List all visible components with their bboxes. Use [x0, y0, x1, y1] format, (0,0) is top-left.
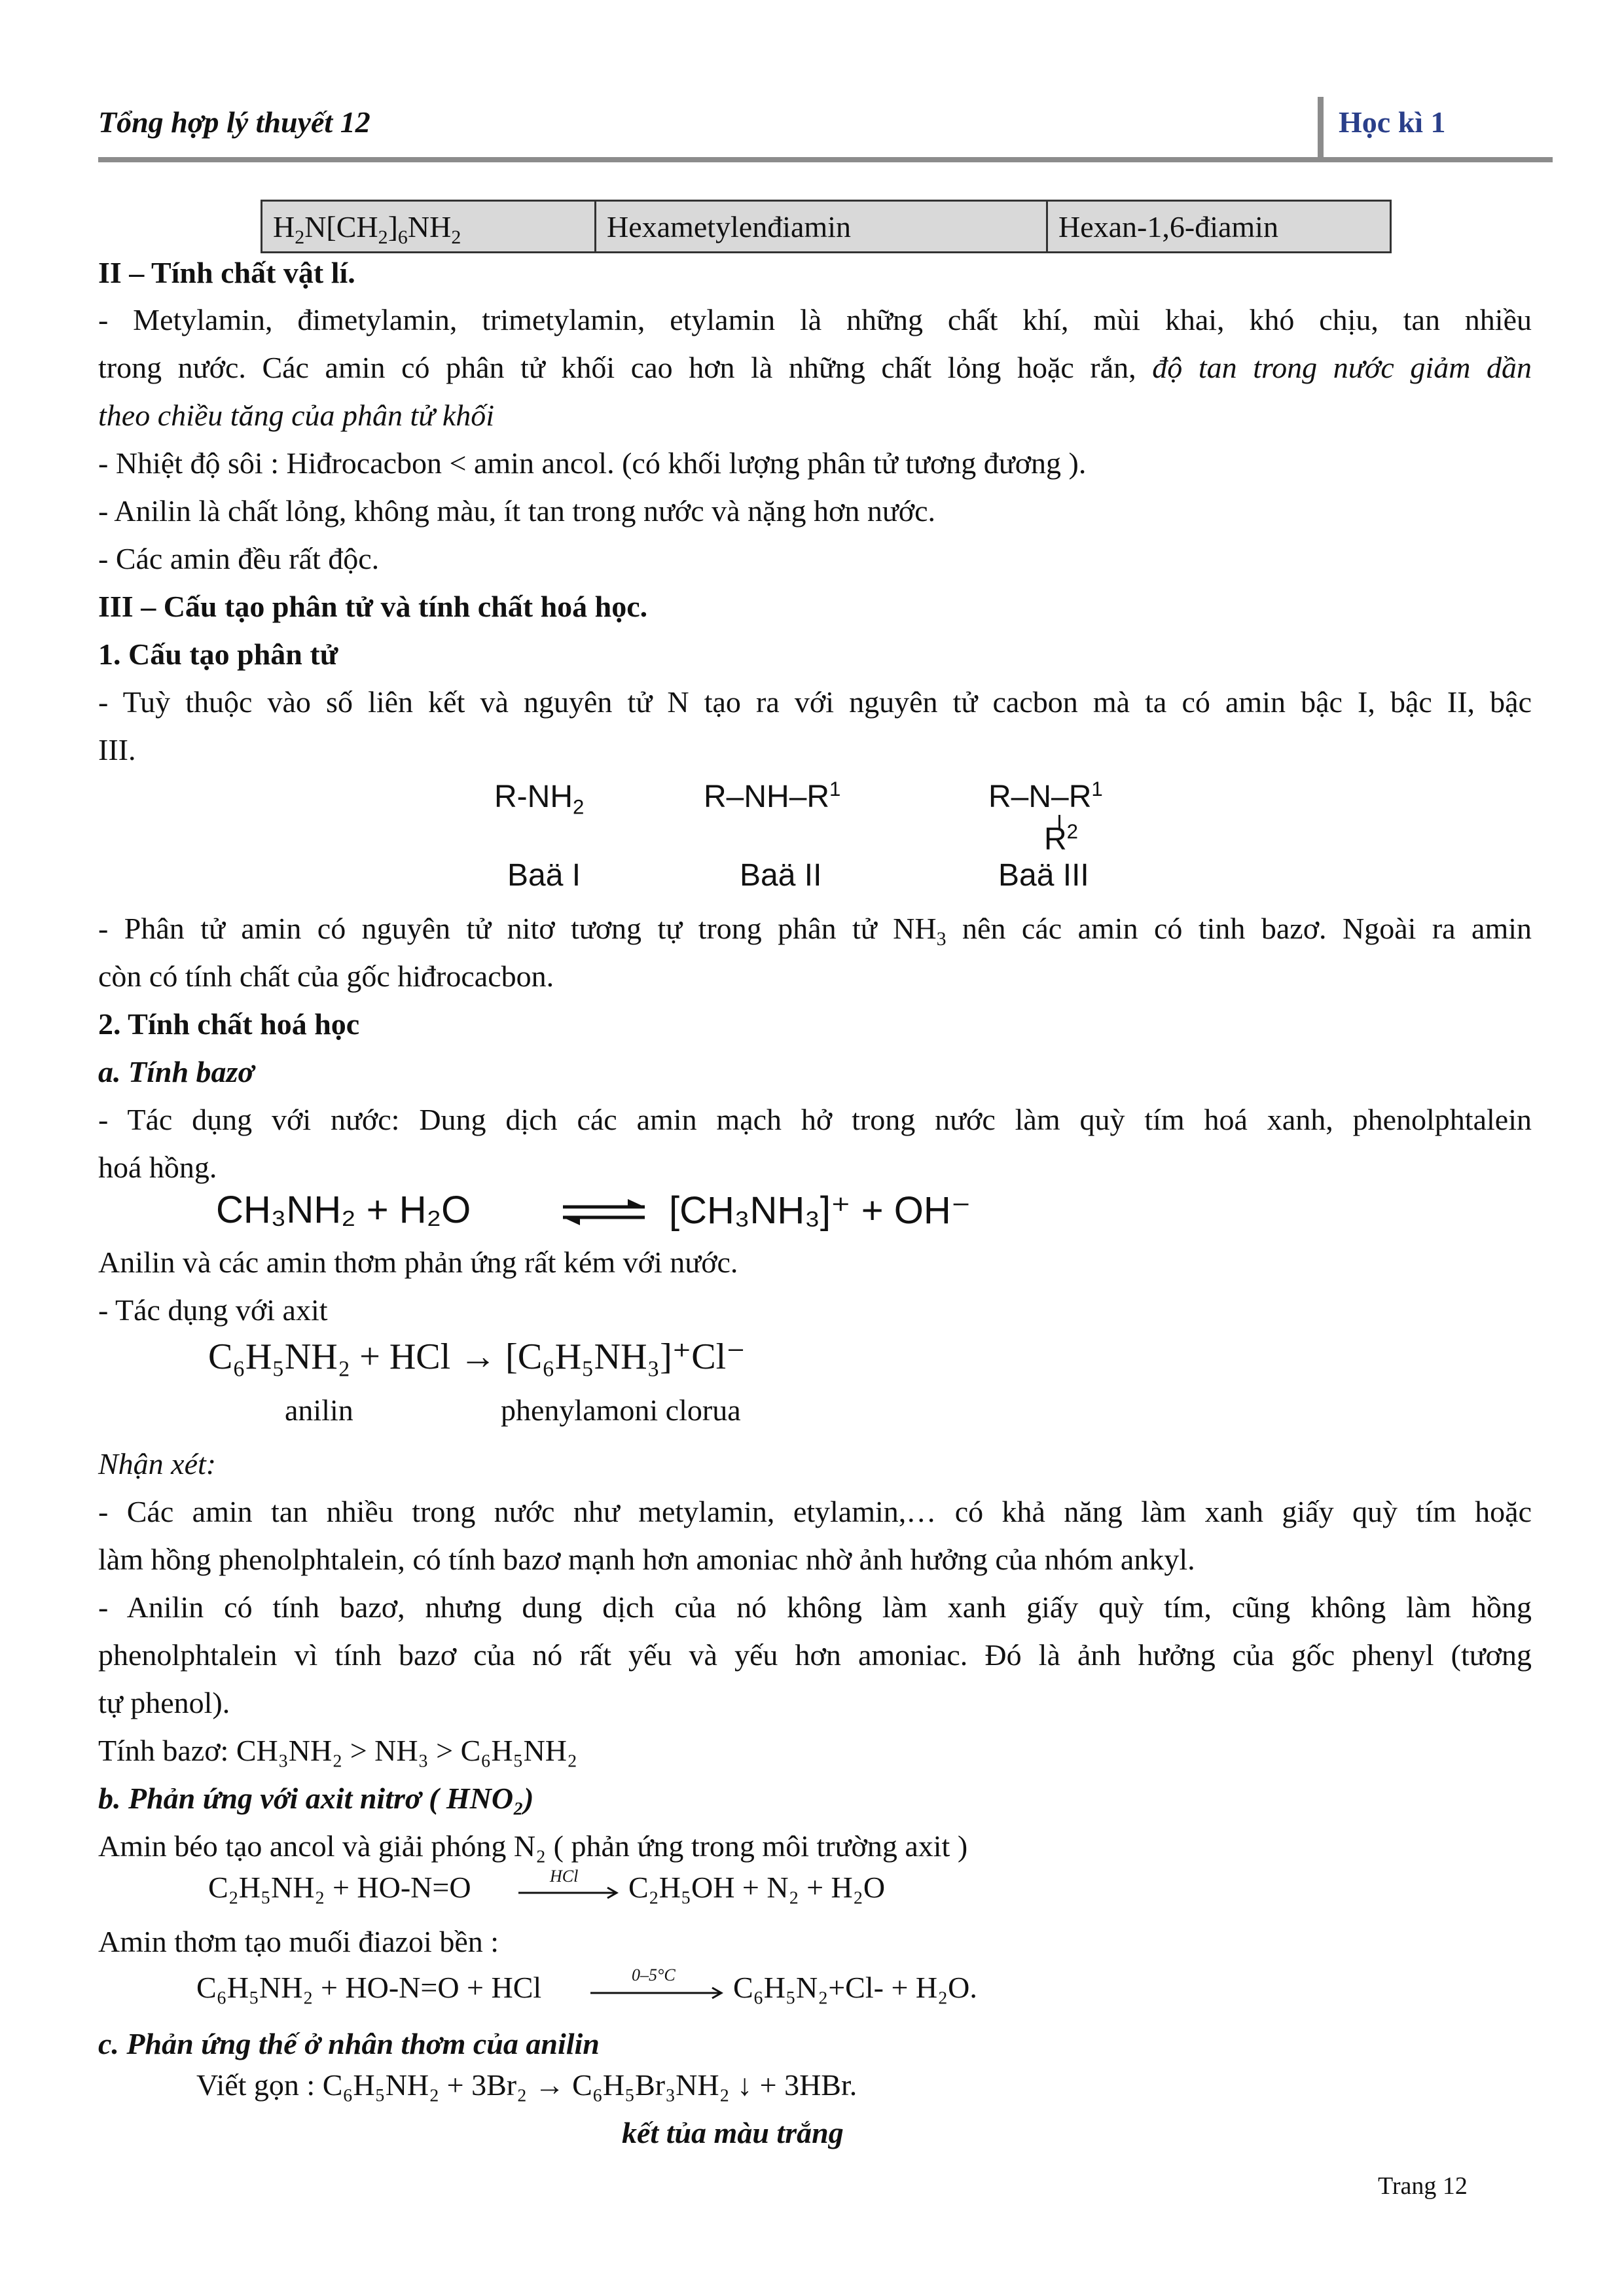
order-label-secondary: Baä II — [740, 858, 822, 893]
equation-left: C₂H₅NH₂ + HO-N=O — [208, 1871, 471, 1904]
paragraph-line: hoá hồng. — [98, 1151, 217, 1184]
equation-anilin-hcl: C₆H₅NH₂ + HCl → [C₆H₅NH₃]⁺Cl⁻ — [208, 1336, 746, 1377]
subsection-title: c. Phản ứng thế ở nhân thơm của anilin — [98, 2027, 600, 2060]
precipitate-note: kết tủa màu trắng — [622, 2116, 844, 2149]
section-title-physical: II – Tính chất vật lí. — [98, 256, 355, 289]
iupac-name-cell: Hexan-1,6-điamin — [1047, 201, 1391, 253]
reaction-arrow-icon — [517, 1885, 622, 1901]
paragraph-line: Amin thơm tạo muối điazoi bền : — [98, 1925, 499, 1958]
paragraph-line: tự phenol). — [98, 1686, 230, 1719]
paragraph-line: - Anilin có tính bazơ, nhưng dung dịch của nó không làm xanh giấy quỳ tím, cũng không làm hồng — [98, 1590, 1532, 1624]
paragraph-line: còn có tính chất của gốc hiđrocacbon. — [98, 960, 554, 993]
remark-heading: Nhận xét: — [98, 1447, 217, 1480]
subsection-title: a. Tính bazơ — [98, 1055, 255, 1088]
formula-cell: $H_2N[CH_2]_6NH_2$ — [262, 201, 596, 253]
subsection-title: b. Phản ứng với axit nitrơ ( HNO₂) — [98, 1782, 534, 1815]
section-title-structure: III – Cấu tạo phân tử và tính chất hoá học. — [98, 590, 648, 623]
reaction-condition: 0–5°C — [632, 1965, 676, 1984]
paragraph-line: III. — [98, 733, 136, 766]
tertiary-amine-structure: $R-N-R^1$ — [988, 778, 1103, 814]
order-label-tertiary: Baä III — [998, 858, 1089, 893]
paragraph-line: - Metylamin, đimetylamin, trimetylamin, etylamin là những chất khí, mùi khai, khó chịu, tan nhiều — [98, 303, 1532, 336]
paragraph-line: phenolphtalein vì tính bazơ của nó rất yếu và yếu hơn amoniac. Đó là ảnh hưởng của gốc phenyl (tương — [98, 1638, 1532, 1672]
page-number: Trang 12 — [1378, 2172, 1468, 2200]
equilibrium-arrow-icon — [560, 1198, 648, 1227]
amine-name-table — [261, 200, 1392, 253]
equation-left: CH₃NH₂ + H₂O — [216, 1189, 471, 1231]
order-label-primary: Baä I — [507, 858, 581, 893]
common-name-cell: Hexametylenđiamin — [596, 201, 1047, 253]
paragraph-line: Anilin và các amin thơm phản ứng rất kém với nước. — [98, 1246, 738, 1279]
paragraph-line: - Các amin tan nhiều trong nước như metylamin, etylamin,… có khả năng làm xanh giấy quỳ tím hoặc — [98, 1495, 1532, 1528]
paragraph-line: - Tuỳ thuộc vào số liên kết và nguyên tử N tạo ra với nguyên tử cacbon mà ta có amin bậc I, bậc II, bậc — [98, 685, 1532, 719]
primary-amine-structure: $R-NH_2$ — [494, 780, 585, 819]
equation-label: anilin — [285, 1393, 353, 1427]
semester-label: Học kì 1 — [1339, 105, 1446, 139]
table-row — [262, 201, 1391, 253]
equation-right: C₂H₅OH + N₂ + H₂O — [628, 1871, 886, 1904]
paragraph-line: - Tác dụng với nước: Dung dịch các amin mạch hở trong nước làm quỳ tím hoá xanh, phenolphtalein — [98, 1103, 1532, 1136]
subsection-title: 1. Cấu tạo phân tử — [98, 637, 338, 671]
equation-label: phenylamoni clorua — [501, 1393, 741, 1427]
paragraph-line: - Các amin đều rất độc. — [98, 542, 380, 575]
reaction-condition: HCl — [550, 1867, 579, 1886]
paragraph-line: làm hồng phenolphtalein, có tính bazơ mạnh hơn amoniac nhờ ảnh hưởng của nhóm ankyl. — [98, 1543, 1195, 1576]
reaction-arrow-icon — [589, 1985, 727, 2001]
tertiary-amine-branch: $R^2$ — [1044, 820, 1079, 857]
paragraph-line: trong nước. Các amin có phân tử khối cao hơn là những chất lỏng hoặc rắn, độ tan trong nước giảm dần — [98, 351, 1532, 384]
paragraph-line: theo chiều tăng của phân tử khối — [98, 399, 495, 432]
paragraph-line: - Tác dụng với axit — [98, 1293, 328, 1327]
basicity-order: Tính bazơ: CH₃NH₂ > NH₃ > C₆H₅NH₂ — [98, 1734, 578, 1767]
subsection-title: 2. Tính chất hoá học — [98, 1007, 360, 1041]
bromination-equation: Viết gọn : C₆H₅NH₂ + 3Br₂ → C₆H₅Br₃NH₂ ↓ + 3HBr. — [196, 2068, 857, 2102]
secondary-amine-structure: $R-NH-R^1$ — [704, 778, 841, 814]
equation-right: [CH₃NH₃]⁺ + OH⁻ — [669, 1189, 971, 1232]
header-rule — [98, 157, 1553, 162]
paragraph-line: Amin béo tạo ancol và giải phóng N₂ ( phản ứng trong môi trường axit ) — [98, 1829, 968, 1863]
equation-left: C₆H₅NH₂ + HO-N=O + HCl — [196, 1971, 542, 2004]
header-divider — [1318, 97, 1324, 160]
paragraph-line: - Anilin là chất lỏng, không màu, ít tan trong nước và nặng hơn nước. — [98, 494, 935, 528]
equation-right: C₆H₅N₂+Cl- + H₂O. — [733, 1971, 977, 2004]
paragraph-line: - Phân tử amin có nguyên tử nitơ tương tự trong phân tử $NH_3$ nên các amin có tinh bazơ. Ngoài ra amin — [98, 912, 1532, 950]
boiling-point-line: - Nhiệt độ sôi : Hiđrocacbon < amin ancol. (có khối lượng phân tử tương đương ). — [98, 446, 1087, 480]
document-header-title: Tổng hợp lý thuyết 12 — [98, 105, 370, 139]
